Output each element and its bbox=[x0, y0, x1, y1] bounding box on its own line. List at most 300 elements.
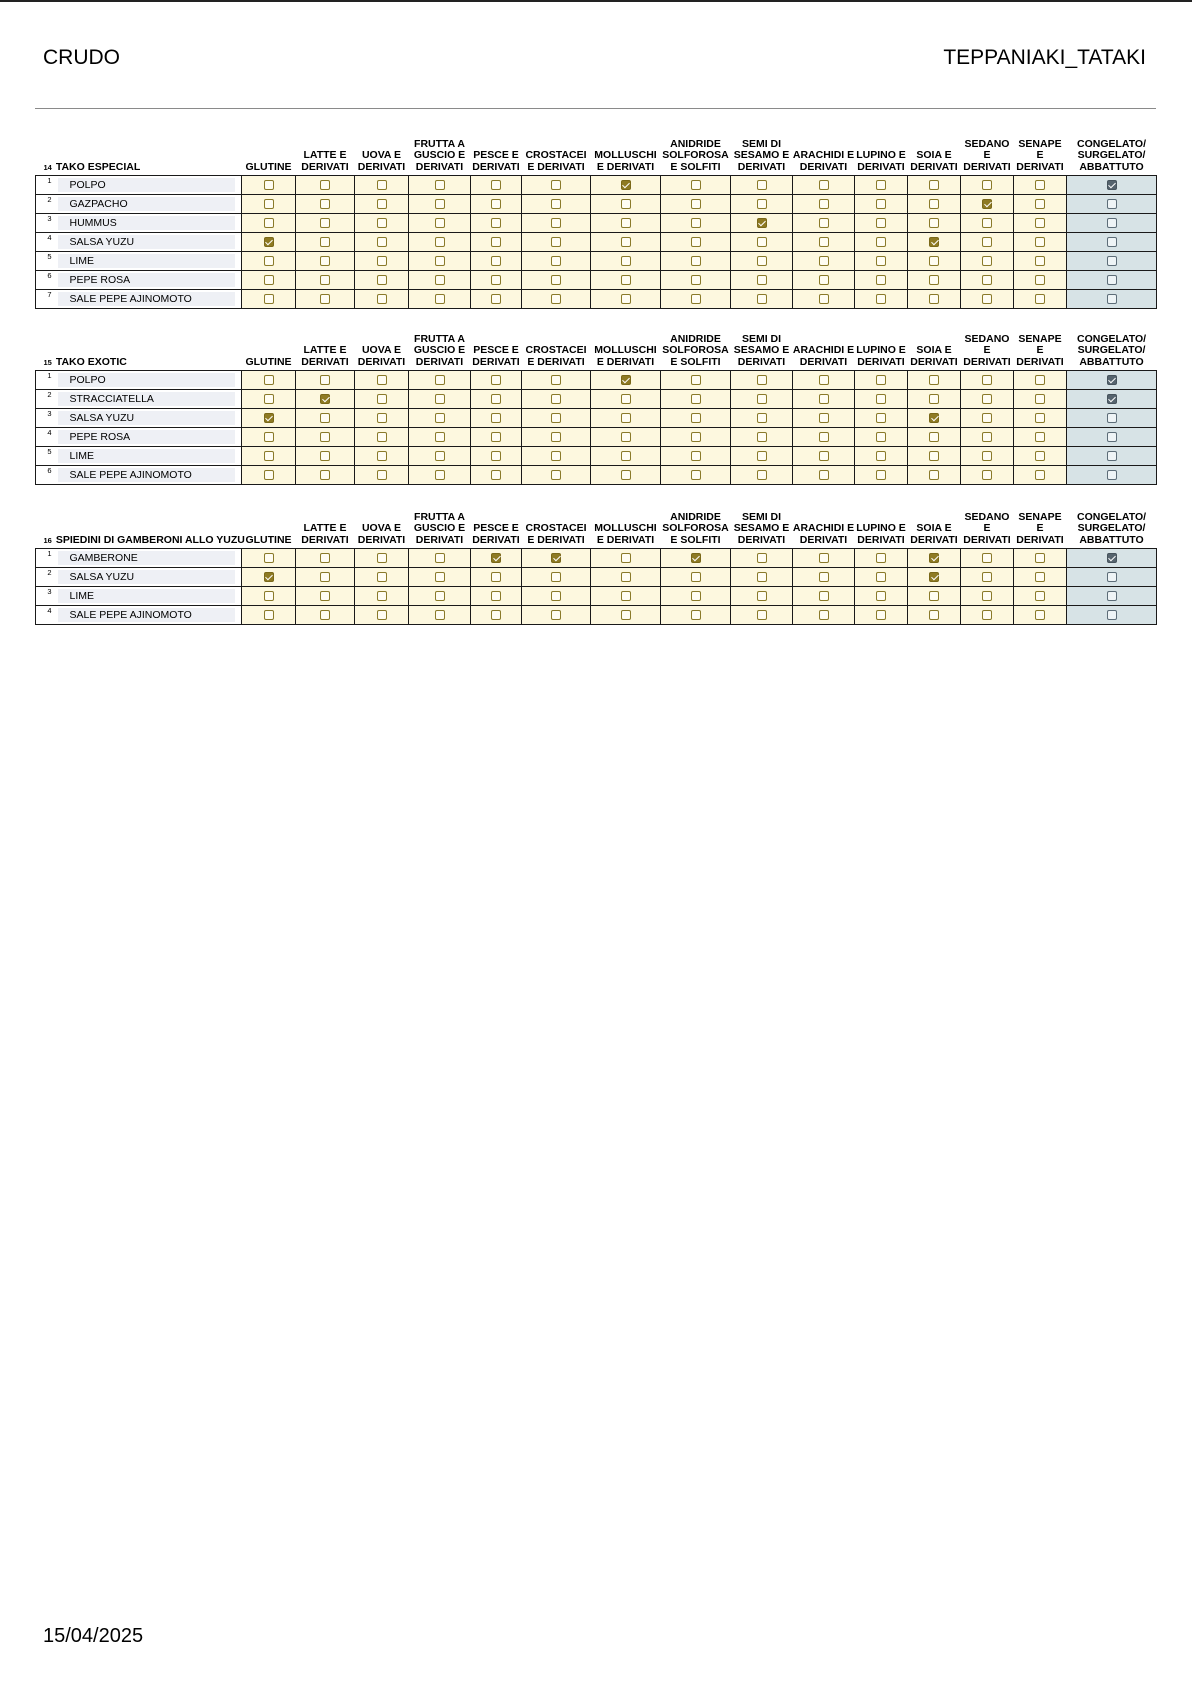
unchecked-checkbox-icon[interactable] bbox=[929, 256, 939, 266]
unchecked-checkbox-icon[interactable] bbox=[320, 199, 330, 209]
unchecked-checkbox-icon[interactable] bbox=[621, 553, 631, 563]
unchecked-checkbox-icon[interactable] bbox=[982, 610, 992, 620]
unchecked-checkbox-icon[interactable] bbox=[551, 394, 561, 404]
unchecked-checkbox-icon[interactable] bbox=[982, 237, 992, 247]
unchecked-checkbox-icon[interactable] bbox=[929, 375, 939, 385]
ingredient-row bbox=[36, 233, 1157, 252]
unchecked-checkbox-icon[interactable] bbox=[757, 610, 767, 620]
unchecked-checkbox-icon[interactable] bbox=[264, 375, 274, 385]
unchecked-checkbox-icon[interactable] bbox=[377, 432, 387, 442]
allergen-column-header: ARACHIDI E DERIVATI bbox=[792, 149, 855, 173]
unchecked-checkbox-icon[interactable] bbox=[621, 294, 631, 304]
unchecked-checkbox-icon[interactable] bbox=[551, 275, 561, 285]
unchecked-checkbox-icon[interactable] bbox=[491, 413, 501, 423]
unchecked-checkbox-icon[interactable] bbox=[491, 294, 501, 304]
unchecked-checkbox-icon[interactable] bbox=[435, 180, 445, 190]
unchecked-checkbox-icon[interactable] bbox=[491, 610, 501, 620]
checked-checkbox-icon[interactable] bbox=[551, 553, 561, 563]
unchecked-checkbox-icon[interactable] bbox=[757, 553, 767, 563]
unchecked-checkbox-icon[interactable] bbox=[982, 256, 992, 266]
unchecked-checkbox-icon[interactable] bbox=[551, 218, 561, 228]
unchecked-checkbox-icon[interactable] bbox=[377, 218, 387, 228]
unchecked-checkbox-icon[interactable] bbox=[757, 470, 767, 480]
unchecked-checkbox-icon[interactable] bbox=[491, 237, 501, 247]
unchecked-checkbox-icon[interactable] bbox=[819, 256, 829, 266]
allergen-cell bbox=[855, 290, 908, 309]
unchecked-checkbox-icon[interactable] bbox=[757, 237, 767, 247]
unchecked-checkbox-icon[interactable] bbox=[982, 294, 992, 304]
frozen-cell bbox=[1067, 290, 1157, 309]
checked-checkbox-icon[interactable] bbox=[1107, 180, 1117, 190]
unchecked-checkbox-icon[interactable] bbox=[1107, 199, 1117, 209]
unchecked-checkbox-icon[interactable] bbox=[621, 451, 631, 461]
unchecked-checkbox-icon[interactable] bbox=[320, 451, 330, 461]
unchecked-checkbox-icon[interactable] bbox=[691, 432, 701, 442]
unchecked-checkbox-icon[interactable] bbox=[876, 375, 886, 385]
unchecked-checkbox-icon[interactable] bbox=[1035, 470, 1045, 480]
allergen-column-header: FRUTTA A GUSCIO E DERIVATI bbox=[413, 332, 466, 368]
unchecked-checkbox-icon[interactable] bbox=[757, 275, 767, 285]
unchecked-checkbox-icon[interactable] bbox=[435, 591, 445, 601]
unchecked-checkbox-icon[interactable] bbox=[264, 294, 274, 304]
unchecked-checkbox-icon[interactable] bbox=[435, 294, 445, 304]
unchecked-checkbox-icon[interactable] bbox=[876, 553, 886, 563]
unchecked-checkbox-icon[interactable] bbox=[929, 218, 939, 228]
unchecked-checkbox-icon[interactable] bbox=[320, 375, 330, 385]
unchecked-checkbox-icon[interactable] bbox=[1107, 413, 1117, 423]
unchecked-checkbox-icon[interactable] bbox=[819, 610, 829, 620]
unchecked-checkbox-icon[interactable] bbox=[264, 275, 274, 285]
unchecked-checkbox-icon[interactable] bbox=[377, 413, 387, 423]
unchecked-checkbox-icon[interactable] bbox=[491, 432, 501, 442]
unchecked-checkbox-icon[interactable] bbox=[264, 256, 274, 266]
unchecked-checkbox-icon[interactable] bbox=[264, 432, 274, 442]
checked-checkbox-icon[interactable] bbox=[1107, 553, 1117, 563]
unchecked-checkbox-icon[interactable] bbox=[264, 451, 274, 461]
allergen-cell bbox=[1014, 371, 1067, 390]
unchecked-checkbox-icon[interactable] bbox=[691, 610, 701, 620]
checked-checkbox-icon[interactable] bbox=[929, 413, 939, 423]
unchecked-checkbox-icon[interactable] bbox=[929, 610, 939, 620]
unchecked-checkbox-icon[interactable] bbox=[320, 470, 330, 480]
unchecked-checkbox-icon[interactable] bbox=[377, 180, 387, 190]
checked-checkbox-icon[interactable] bbox=[264, 572, 274, 582]
unchecked-checkbox-icon[interactable] bbox=[435, 375, 445, 385]
unchecked-checkbox-icon[interactable] bbox=[691, 375, 701, 385]
unchecked-checkbox-icon[interactable] bbox=[551, 413, 561, 423]
unchecked-checkbox-icon[interactable] bbox=[929, 180, 939, 190]
unchecked-checkbox-icon[interactable] bbox=[621, 413, 631, 423]
unchecked-checkbox-icon[interactable] bbox=[491, 375, 501, 385]
unchecked-checkbox-icon[interactable] bbox=[435, 451, 445, 461]
unchecked-checkbox-icon[interactable] bbox=[491, 470, 501, 480]
unchecked-checkbox-icon[interactable] bbox=[435, 394, 445, 404]
unchecked-checkbox-icon[interactable] bbox=[551, 237, 561, 247]
unchecked-checkbox-icon[interactable] bbox=[551, 572, 561, 582]
unchecked-checkbox-icon[interactable] bbox=[491, 591, 501, 601]
unchecked-checkbox-icon[interactable] bbox=[320, 180, 330, 190]
unchecked-checkbox-icon[interactable] bbox=[435, 237, 445, 247]
unchecked-checkbox-icon[interactable] bbox=[377, 470, 387, 480]
unchecked-checkbox-icon[interactable] bbox=[621, 218, 631, 228]
unchecked-checkbox-icon[interactable] bbox=[691, 237, 701, 247]
unchecked-checkbox-icon[interactable] bbox=[264, 218, 274, 228]
unchecked-checkbox-icon[interactable] bbox=[819, 218, 829, 228]
unchecked-checkbox-icon[interactable] bbox=[1035, 553, 1045, 563]
unchecked-checkbox-icon[interactable] bbox=[982, 572, 992, 582]
allergen-cell bbox=[1014, 428, 1067, 447]
unchecked-checkbox-icon[interactable] bbox=[1035, 591, 1045, 601]
checked-checkbox-icon[interactable] bbox=[929, 572, 939, 582]
checked-checkbox-icon[interactable] bbox=[1107, 375, 1117, 385]
checked-checkbox-icon[interactable] bbox=[1107, 394, 1117, 404]
unchecked-checkbox-icon[interactable] bbox=[982, 470, 992, 480]
unchecked-checkbox-icon[interactable] bbox=[551, 451, 561, 461]
unchecked-checkbox-icon[interactable] bbox=[377, 394, 387, 404]
allergen-cell bbox=[731, 606, 793, 625]
unchecked-checkbox-icon[interactable] bbox=[264, 470, 274, 480]
unchecked-checkbox-icon[interactable] bbox=[876, 294, 886, 304]
unchecked-checkbox-icon[interactable] bbox=[819, 180, 829, 190]
unchecked-checkbox-icon[interactable] bbox=[435, 470, 445, 480]
unchecked-checkbox-icon[interactable] bbox=[1035, 294, 1045, 304]
checked-checkbox-icon[interactable] bbox=[264, 413, 274, 423]
unchecked-checkbox-icon[interactable] bbox=[929, 432, 939, 442]
unchecked-checkbox-icon[interactable] bbox=[876, 199, 886, 209]
unchecked-checkbox-icon[interactable] bbox=[691, 394, 701, 404]
unchecked-checkbox-icon[interactable] bbox=[876, 591, 886, 601]
unchecked-checkbox-icon[interactable] bbox=[377, 610, 387, 620]
unchecked-checkbox-icon[interactable] bbox=[876, 237, 886, 247]
unchecked-checkbox-icon[interactable] bbox=[982, 394, 992, 404]
unchecked-checkbox-icon[interactable] bbox=[551, 470, 561, 480]
allergen-cell bbox=[409, 466, 471, 485]
unchecked-checkbox-icon[interactable] bbox=[757, 199, 767, 209]
unchecked-checkbox-icon[interactable] bbox=[929, 591, 939, 601]
unchecked-checkbox-icon[interactable] bbox=[551, 375, 561, 385]
unchecked-checkbox-icon[interactable] bbox=[264, 199, 274, 209]
allergen-cell bbox=[908, 466, 961, 485]
checked-checkbox-icon[interactable] bbox=[929, 553, 939, 563]
unchecked-checkbox-icon[interactable] bbox=[929, 470, 939, 480]
unchecked-checkbox-icon[interactable] bbox=[819, 275, 829, 285]
unchecked-checkbox-icon[interactable] bbox=[819, 394, 829, 404]
unchecked-checkbox-icon[interactable] bbox=[320, 432, 330, 442]
checked-checkbox-icon[interactable] bbox=[757, 218, 767, 228]
unchecked-checkbox-icon[interactable] bbox=[551, 199, 561, 209]
unchecked-checkbox-icon[interactable] bbox=[320, 591, 330, 601]
allergen-cell bbox=[1014, 587, 1067, 606]
unchecked-checkbox-icon[interactable] bbox=[377, 553, 387, 563]
unchecked-checkbox-icon[interactable] bbox=[320, 572, 330, 582]
unchecked-checkbox-icon[interactable] bbox=[320, 553, 330, 563]
ingredient-name: SALE PEPE AJINOMOTO bbox=[58, 608, 236, 622]
ingredient-name: POLPO bbox=[58, 178, 236, 192]
allergen-cell bbox=[522, 568, 591, 587]
unchecked-checkbox-icon[interactable] bbox=[621, 199, 631, 209]
unchecked-checkbox-icon[interactable] bbox=[982, 275, 992, 285]
unchecked-checkbox-icon[interactable] bbox=[621, 237, 631, 247]
unchecked-checkbox-icon[interactable] bbox=[876, 432, 886, 442]
unchecked-checkbox-icon[interactable] bbox=[435, 218, 445, 228]
unchecked-checkbox-icon[interactable] bbox=[621, 275, 631, 285]
unchecked-checkbox-icon[interactable] bbox=[876, 394, 886, 404]
unchecked-checkbox-icon[interactable] bbox=[435, 256, 445, 266]
unchecked-checkbox-icon[interactable] bbox=[1035, 237, 1045, 247]
unchecked-checkbox-icon[interactable] bbox=[691, 218, 701, 228]
unchecked-checkbox-icon[interactable] bbox=[929, 294, 939, 304]
unchecked-checkbox-icon[interactable] bbox=[876, 470, 886, 480]
checked-checkbox-icon[interactable] bbox=[320, 394, 330, 404]
unchecked-checkbox-icon[interactable] bbox=[377, 451, 387, 461]
unchecked-checkbox-icon[interactable] bbox=[1107, 275, 1117, 285]
unchecked-checkbox-icon[interactable] bbox=[819, 199, 829, 209]
unchecked-checkbox-icon[interactable] bbox=[377, 256, 387, 266]
allergen-cell bbox=[961, 195, 1014, 214]
unchecked-checkbox-icon[interactable] bbox=[757, 591, 767, 601]
unchecked-checkbox-icon[interactable] bbox=[320, 413, 330, 423]
unchecked-checkbox-icon[interactable] bbox=[491, 199, 501, 209]
unchecked-checkbox-icon[interactable] bbox=[691, 451, 701, 461]
ingredient-name-cell bbox=[56, 252, 242, 271]
unchecked-checkbox-icon[interactable] bbox=[691, 256, 701, 266]
unchecked-checkbox-icon[interactable] bbox=[435, 275, 445, 285]
unchecked-checkbox-icon[interactable] bbox=[320, 237, 330, 247]
unchecked-checkbox-icon[interactable] bbox=[757, 413, 767, 423]
unchecked-checkbox-icon[interactable] bbox=[551, 610, 561, 620]
ingredient-name: SALSA YUZU bbox=[58, 570, 236, 584]
unchecked-checkbox-icon[interactable] bbox=[757, 572, 767, 582]
allergen-column-header: LATTE E DERIVATI bbox=[301, 344, 349, 368]
unchecked-checkbox-icon[interactable] bbox=[819, 553, 829, 563]
unchecked-checkbox-icon[interactable] bbox=[621, 432, 631, 442]
unchecked-checkbox-icon[interactable] bbox=[819, 591, 829, 601]
unchecked-checkbox-icon[interactable] bbox=[691, 199, 701, 209]
unchecked-checkbox-icon[interactable] bbox=[929, 451, 939, 461]
unchecked-checkbox-icon[interactable] bbox=[264, 591, 274, 601]
unchecked-checkbox-icon[interactable] bbox=[1107, 432, 1117, 442]
unchecked-checkbox-icon[interactable] bbox=[320, 218, 330, 228]
unchecked-checkbox-icon[interactable] bbox=[819, 413, 829, 423]
unchecked-checkbox-icon[interactable] bbox=[982, 591, 992, 601]
unchecked-checkbox-icon[interactable] bbox=[876, 218, 886, 228]
allergen-cell bbox=[661, 233, 731, 252]
allergen-cell bbox=[1014, 568, 1067, 587]
unchecked-checkbox-icon[interactable] bbox=[1035, 432, 1045, 442]
unchecked-checkbox-icon[interactable] bbox=[377, 294, 387, 304]
unchecked-checkbox-icon[interactable] bbox=[377, 375, 387, 385]
checked-checkbox-icon[interactable] bbox=[621, 180, 631, 190]
unchecked-checkbox-icon[interactable] bbox=[1107, 256, 1117, 266]
unchecked-checkbox-icon[interactable] bbox=[435, 610, 445, 620]
unchecked-checkbox-icon[interactable] bbox=[1035, 413, 1045, 423]
unchecked-checkbox-icon[interactable] bbox=[982, 218, 992, 228]
allergen-cell bbox=[661, 466, 731, 485]
unchecked-checkbox-icon[interactable] bbox=[551, 432, 561, 442]
unchecked-checkbox-icon[interactable] bbox=[982, 180, 992, 190]
unchecked-checkbox-icon[interactable] bbox=[1035, 199, 1045, 209]
unchecked-checkbox-icon[interactable] bbox=[982, 553, 992, 563]
unchecked-checkbox-icon[interactable] bbox=[264, 610, 274, 620]
unchecked-checkbox-icon[interactable] bbox=[1107, 572, 1117, 582]
unchecked-checkbox-icon[interactable] bbox=[435, 413, 445, 423]
unchecked-checkbox-icon[interactable] bbox=[691, 294, 701, 304]
allergen-column-header: ANIDRIDE SOLFOROSA E SOLFITI bbox=[662, 510, 729, 546]
unchecked-checkbox-icon[interactable] bbox=[876, 413, 886, 423]
unchecked-checkbox-icon[interactable] bbox=[621, 470, 631, 480]
unchecked-checkbox-icon[interactable] bbox=[757, 180, 767, 190]
allergen-cell bbox=[661, 252, 731, 271]
unchecked-checkbox-icon[interactable] bbox=[491, 451, 501, 461]
unchecked-checkbox-icon[interactable] bbox=[621, 591, 631, 601]
allergen-cell bbox=[242, 390, 296, 409]
allergen-cell bbox=[296, 587, 355, 606]
allergen-cell bbox=[522, 371, 591, 390]
unchecked-checkbox-icon[interactable] bbox=[691, 275, 701, 285]
unchecked-checkbox-icon[interactable] bbox=[876, 180, 886, 190]
unchecked-checkbox-icon[interactable] bbox=[876, 256, 886, 266]
checked-checkbox-icon[interactable] bbox=[264, 237, 274, 247]
unchecked-checkbox-icon[interactable] bbox=[551, 256, 561, 266]
unchecked-checkbox-icon[interactable] bbox=[876, 572, 886, 582]
unchecked-checkbox-icon[interactable] bbox=[435, 572, 445, 582]
allergen-cell bbox=[471, 214, 522, 233]
unchecked-checkbox-icon[interactable] bbox=[491, 394, 501, 404]
checked-checkbox-icon[interactable] bbox=[929, 237, 939, 247]
checked-checkbox-icon[interactable] bbox=[621, 375, 631, 385]
unchecked-checkbox-icon[interactable] bbox=[551, 294, 561, 304]
unchecked-checkbox-icon[interactable] bbox=[757, 256, 767, 266]
unchecked-checkbox-icon[interactable] bbox=[1107, 470, 1117, 480]
unchecked-checkbox-icon[interactable] bbox=[435, 199, 445, 209]
unchecked-checkbox-icon[interactable] bbox=[621, 394, 631, 404]
ingredient-row bbox=[36, 390, 1157, 409]
unchecked-checkbox-icon[interactable] bbox=[819, 237, 829, 247]
unchecked-checkbox-icon[interactable] bbox=[819, 375, 829, 385]
unchecked-checkbox-icon[interactable] bbox=[982, 432, 992, 442]
unchecked-checkbox-icon[interactable] bbox=[757, 451, 767, 461]
unchecked-checkbox-icon[interactable] bbox=[1107, 294, 1117, 304]
unchecked-checkbox-icon[interactable] bbox=[819, 432, 829, 442]
unchecked-checkbox-icon[interactable] bbox=[435, 432, 445, 442]
unchecked-checkbox-icon[interactable] bbox=[1035, 451, 1045, 461]
unchecked-checkbox-icon[interactable] bbox=[1035, 375, 1045, 385]
unchecked-checkbox-icon[interactable] bbox=[320, 610, 330, 620]
frozen-cell bbox=[1067, 409, 1157, 428]
unchecked-checkbox-icon[interactable] bbox=[929, 199, 939, 209]
unchecked-checkbox-icon[interactable] bbox=[1035, 218, 1045, 228]
allergen-cell bbox=[661, 371, 731, 390]
unchecked-checkbox-icon[interactable] bbox=[757, 432, 767, 442]
unchecked-checkbox-icon[interactable] bbox=[691, 591, 701, 601]
unchecked-checkbox-icon[interactable] bbox=[377, 275, 387, 285]
unchecked-checkbox-icon[interactable] bbox=[377, 591, 387, 601]
unchecked-checkbox-icon[interactable] bbox=[757, 394, 767, 404]
unchecked-checkbox-icon[interactable] bbox=[1035, 394, 1045, 404]
ingredient-name-cell bbox=[56, 466, 242, 485]
unchecked-checkbox-icon[interactable] bbox=[982, 413, 992, 423]
unchecked-checkbox-icon[interactable] bbox=[320, 256, 330, 266]
unchecked-checkbox-icon[interactable] bbox=[491, 256, 501, 266]
unchecked-checkbox-icon[interactable] bbox=[1035, 275, 1045, 285]
unchecked-checkbox-icon[interactable] bbox=[819, 470, 829, 480]
unchecked-checkbox-icon[interactable] bbox=[264, 394, 274, 404]
allergen-cell bbox=[731, 271, 793, 290]
allergen-cell bbox=[522, 606, 591, 625]
unchecked-checkbox-icon[interactable] bbox=[819, 572, 829, 582]
unchecked-checkbox-icon[interactable] bbox=[929, 394, 939, 404]
frozen-cell bbox=[1067, 195, 1157, 214]
unchecked-checkbox-icon[interactable] bbox=[1107, 218, 1117, 228]
unchecked-checkbox-icon[interactable] bbox=[1107, 451, 1117, 461]
unchecked-checkbox-icon[interactable] bbox=[491, 572, 501, 582]
unchecked-checkbox-icon[interactable] bbox=[929, 275, 939, 285]
allergen-cell bbox=[793, 409, 855, 428]
unchecked-checkbox-icon[interactable] bbox=[551, 180, 561, 190]
unchecked-checkbox-icon[interactable] bbox=[1035, 256, 1045, 266]
allergen-cell bbox=[355, 466, 409, 485]
allergen-cell bbox=[522, 195, 591, 214]
allergen-cell bbox=[355, 233, 409, 252]
unchecked-checkbox-icon[interactable] bbox=[377, 237, 387, 247]
allergen-table bbox=[35, 136, 1157, 309]
unchecked-checkbox-icon[interactable] bbox=[691, 413, 701, 423]
unchecked-checkbox-icon[interactable] bbox=[876, 275, 886, 285]
unchecked-checkbox-icon[interactable] bbox=[691, 470, 701, 480]
unchecked-checkbox-icon[interactable] bbox=[1107, 591, 1117, 601]
checked-checkbox-icon[interactable] bbox=[691, 553, 701, 563]
unchecked-checkbox-icon[interactable] bbox=[621, 256, 631, 266]
unchecked-checkbox-icon[interactable] bbox=[1035, 572, 1045, 582]
unchecked-checkbox-icon[interactable] bbox=[757, 294, 767, 304]
unchecked-checkbox-icon[interactable] bbox=[377, 199, 387, 209]
unchecked-checkbox-icon[interactable] bbox=[1107, 610, 1117, 620]
unchecked-checkbox-icon[interactable] bbox=[876, 610, 886, 620]
unchecked-checkbox-icon[interactable] bbox=[691, 180, 701, 190]
unchecked-checkbox-icon[interactable] bbox=[491, 218, 501, 228]
unchecked-checkbox-icon[interactable] bbox=[1035, 610, 1045, 620]
unchecked-checkbox-icon[interactable] bbox=[876, 451, 886, 461]
allergen-cell bbox=[296, 371, 355, 390]
unchecked-checkbox-icon[interactable] bbox=[982, 451, 992, 461]
unchecked-checkbox-icon[interactable] bbox=[757, 375, 767, 385]
allergen-cell bbox=[1014, 447, 1067, 466]
unchecked-checkbox-icon[interactable] bbox=[491, 180, 501, 190]
allergen-cell bbox=[731, 252, 793, 271]
checked-checkbox-icon[interactable] bbox=[982, 199, 992, 209]
unchecked-checkbox-icon[interactable] bbox=[551, 591, 561, 601]
unchecked-checkbox-icon[interactable] bbox=[982, 375, 992, 385]
unchecked-checkbox-icon[interactable] bbox=[264, 180, 274, 190]
unchecked-checkbox-icon[interactable] bbox=[691, 572, 701, 582]
unchecked-checkbox-icon[interactable] bbox=[819, 294, 829, 304]
unchecked-checkbox-icon[interactable] bbox=[1035, 180, 1045, 190]
allergen-column-header: MOLLUSCHI E DERIVATI bbox=[594, 149, 657, 173]
unchecked-checkbox-icon[interactable] bbox=[435, 553, 445, 563]
unchecked-checkbox-icon[interactable] bbox=[491, 275, 501, 285]
unchecked-checkbox-icon[interactable] bbox=[320, 294, 330, 304]
checked-checkbox-icon[interactable] bbox=[491, 553, 501, 563]
allergen-cell bbox=[908, 195, 961, 214]
allergen-cell bbox=[793, 428, 855, 447]
unchecked-checkbox-icon[interactable] bbox=[621, 572, 631, 582]
unchecked-checkbox-icon[interactable] bbox=[1107, 237, 1117, 247]
unchecked-checkbox-icon[interactable] bbox=[621, 610, 631, 620]
unchecked-checkbox-icon[interactable] bbox=[264, 553, 274, 563]
unchecked-checkbox-icon[interactable] bbox=[320, 275, 330, 285]
unchecked-checkbox-icon[interactable] bbox=[819, 451, 829, 461]
unchecked-checkbox-icon[interactable] bbox=[377, 572, 387, 582]
